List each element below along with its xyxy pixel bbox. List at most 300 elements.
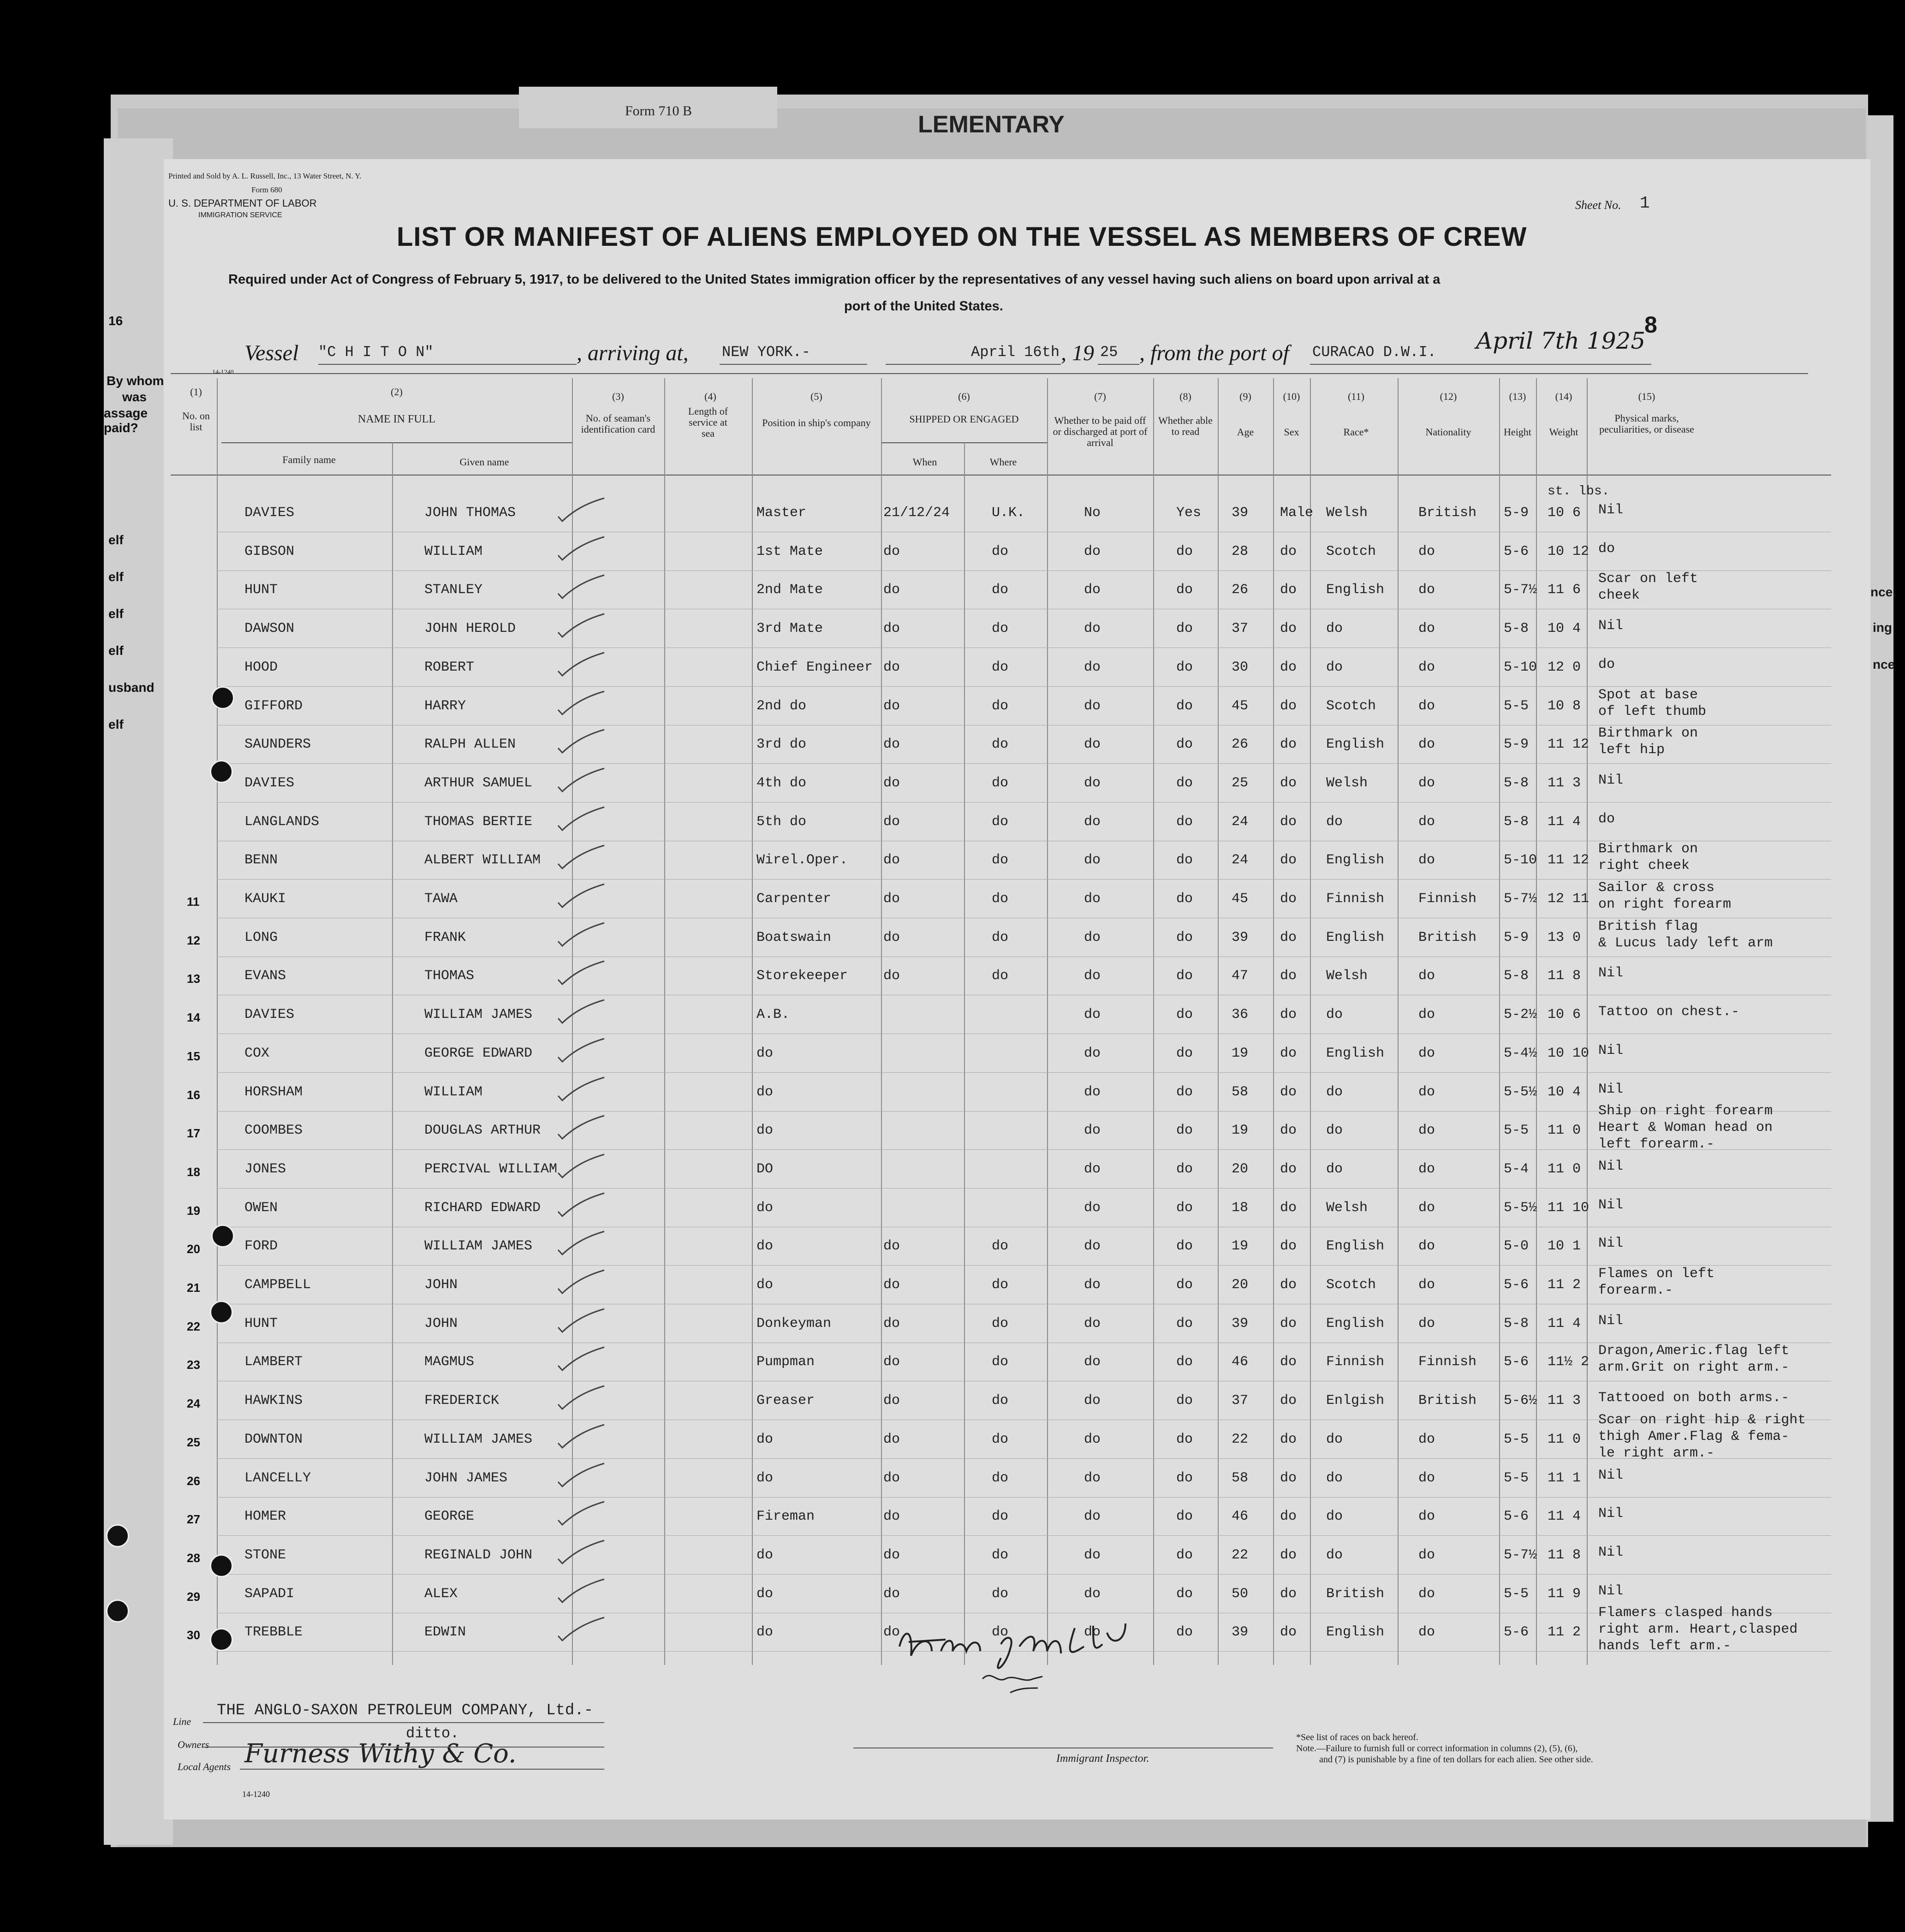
shipped-where: do <box>992 621 1009 637</box>
race: English <box>1326 1045 1385 1061</box>
shipped-where: do <box>992 968 1009 984</box>
paid-off: do <box>1084 1277 1101 1293</box>
nationality: Finnish <box>1418 1354 1477 1370</box>
given-name: ROBERT <box>424 659 475 675</box>
race: do <box>1326 1547 1343 1563</box>
height: 5-6 <box>1504 1354 1529 1370</box>
physical-marks: Ship on right forearm <box>1598 1103 1773 1119</box>
family-name: BENN <box>244 852 278 868</box>
row-number: 11 <box>187 895 200 909</box>
able-to-read: do <box>1176 852 1193 868</box>
nationality: do <box>1418 737 1435 753</box>
printer-line: Printed and Sold by A. L. Russell, Inc., 13 Water Street, N. Y. <box>168 172 362 180</box>
nationality: do <box>1418 1315 1435 1332</box>
nationality: do <box>1418 1586 1435 1602</box>
sex: do <box>1280 659 1297 675</box>
physical-marks: le right arm.- <box>1598 1445 1715 1461</box>
paid-off: do <box>1084 929 1101 945</box>
shipped-where: do <box>992 814 1009 830</box>
weight: 11 4 <box>1548 814 1581 830</box>
position: 3rd do <box>756 737 807 753</box>
family-name: HOMER <box>244 1509 286 1525</box>
nationality: do <box>1418 698 1435 714</box>
nationality: do <box>1418 968 1435 984</box>
physical-marks: arm.Grit on right arm.- <box>1598 1360 1790 1376</box>
col-12-number: (12) <box>1440 391 1457 402</box>
weight: 11 4 <box>1548 1509 1581 1525</box>
sex: do <box>1280 1045 1297 1061</box>
given-name: RICHARD EDWARD <box>424 1200 541 1216</box>
race: English <box>1326 582 1385 598</box>
arrival-port: NEW YORK.- <box>722 344 811 361</box>
able-to-read: Yes <box>1176 505 1202 521</box>
race: do <box>1326 1007 1343 1023</box>
given-name: ALEX <box>424 1586 458 1602</box>
shipped-when: do <box>883 1238 900 1254</box>
weight: 11 9 <box>1548 1586 1581 1602</box>
col-6-label: SHIPPED OR ENGAGED <box>909 413 1019 425</box>
weight: 11 2 <box>1548 1277 1581 1293</box>
row-number: 18 <box>187 1165 200 1179</box>
given-name: JOHN THOMAS <box>424 505 516 521</box>
family-name: HUNT <box>244 1315 278 1332</box>
nationality: do <box>1418 543 1435 559</box>
shipped-where: do <box>992 1354 1009 1370</box>
weight: 11½ 2 <box>1548 1354 1589 1370</box>
shipped-where: do <box>992 1393 1009 1409</box>
row-number: 25 <box>187 1435 200 1449</box>
nationality: British <box>1418 929 1477 945</box>
able-to-read: do <box>1176 1200 1193 1216</box>
height: 5-9 <box>1504 505 1529 521</box>
position: Wirel.Oper. <box>756 852 848 868</box>
able-to-read: do <box>1176 1431 1193 1447</box>
family-name: DAWSON <box>244 621 295 637</box>
family-name: DAVIES <box>244 1007 295 1023</box>
sex: do <box>1280 1624 1297 1641</box>
col-9-label: Age <box>1237 426 1254 438</box>
paid-off: do <box>1084 1586 1101 1602</box>
physical-marks: of left thumb <box>1598 703 1707 719</box>
paid-off: do <box>1084 1123 1101 1139</box>
family-name: TREBBLE <box>244 1624 303 1641</box>
weight: 11 8 <box>1548 1547 1581 1563</box>
given-name: WILLIAM <box>424 1084 483 1100</box>
age: 47 <box>1232 968 1249 984</box>
given-name: FREDERICK <box>424 1393 500 1409</box>
height: 5-6 <box>1504 543 1529 559</box>
age: 50 <box>1232 1586 1249 1602</box>
position: Master <box>756 505 807 521</box>
col-8-label: Whether able to read <box>1158 415 1213 437</box>
col-13-label: Height <box>1504 426 1531 438</box>
col-1-number: (1) <box>190 386 202 398</box>
able-to-read: do <box>1176 737 1193 753</box>
shipped-where: U.K. <box>992 505 1025 521</box>
race: do <box>1326 1123 1343 1139</box>
sex: do <box>1280 968 1297 984</box>
given-name: EDWIN <box>424 1624 466 1641</box>
col-7-number: (7) <box>1094 391 1106 402</box>
family-name: EVANS <box>244 968 286 984</box>
paid-off: do <box>1084 1161 1101 1177</box>
arrival-date: April 16th <box>971 344 1060 361</box>
race: do <box>1326 1431 1343 1447</box>
height: 5-7½ <box>1504 582 1537 598</box>
shipped-when: do <box>883 891 900 907</box>
family-name: HORSHAM <box>244 1084 303 1100</box>
age: 19 <box>1232 1123 1249 1139</box>
race: do <box>1326 1509 1343 1525</box>
family-name: JONES <box>244 1161 286 1177</box>
shipped-when: do <box>883 621 900 637</box>
shipped-where: do <box>992 929 1009 945</box>
race: Welsh <box>1326 1200 1368 1216</box>
weight: 11 2 <box>1548 1624 1581 1641</box>
sex: do <box>1280 775 1297 791</box>
height: 5-7½ <box>1504 1547 1537 1563</box>
under-fragment-right: ing <box>1873 620 1892 635</box>
able-to-read: do <box>1176 929 1193 945</box>
physical-marks: & Lucus lady left arm <box>1598 935 1773 951</box>
given-name: JOHN HEROLD <box>424 621 516 637</box>
height: 5-5½ <box>1504 1084 1537 1100</box>
punch-hole <box>210 1301 233 1324</box>
weight: 10 6 <box>1548 1007 1581 1023</box>
page-title: LIST OR MANIFEST OF ALIENS EMPLOYED ON THE VESSEL AS MEMBERS OF CREW <box>397 222 1527 252</box>
physical-marks: left forearm.- <box>1598 1136 1715 1153</box>
race: British <box>1326 1586 1385 1602</box>
position: Carpenter <box>756 891 832 907</box>
paid-off: do <box>1084 891 1101 907</box>
age: 36 <box>1232 1007 1249 1023</box>
race: Scotch <box>1326 1277 1376 1293</box>
race: English <box>1326 1238 1385 1254</box>
race: English <box>1326 852 1385 868</box>
able-to-read: do <box>1176 1586 1193 1602</box>
family-name: DOWNTON <box>244 1431 303 1447</box>
physical-marks: Nil <box>1598 772 1624 788</box>
height: 5-7½ <box>1504 891 1537 907</box>
nationality: do <box>1418 582 1435 598</box>
shipped-where: do <box>992 1238 1009 1254</box>
col-15-number: (15) <box>1638 391 1655 402</box>
height: 5-6½ <box>1504 1393 1537 1409</box>
able-to-read: do <box>1176 1470 1193 1486</box>
physical-marks: cheek <box>1598 588 1640 604</box>
position: do <box>756 1238 774 1254</box>
given-name: MAGMUS <box>424 1354 475 1370</box>
position: do <box>756 1200 774 1216</box>
physical-marks: Nil <box>1598 1236 1624 1252</box>
paid-off: do <box>1084 582 1101 598</box>
col-10-label: Sex <box>1284 426 1299 438</box>
department-name: U. S. DEPARTMENT OF LABOR <box>168 197 317 209</box>
sex: do <box>1280 1470 1297 1486</box>
able-to-read: do <box>1176 775 1193 791</box>
position: Greaser <box>756 1393 815 1409</box>
sex: do <box>1280 1007 1297 1023</box>
position: 3rd Mate <box>756 621 823 637</box>
weight: 11 0 <box>1548 1431 1581 1447</box>
row-number: 23 <box>187 1358 200 1372</box>
row-number: 27 <box>187 1512 200 1527</box>
sex: do <box>1280 1161 1297 1177</box>
physical-marks: Nil <box>1598 1506 1624 1522</box>
position: do <box>756 1547 774 1563</box>
inspector-label: Immigrant Inspector. <box>1056 1753 1149 1765</box>
sex: do <box>1280 698 1297 714</box>
col-7-label: Whether to be paid off or discharged at port of arrival <box>1053 415 1148 448</box>
shipped-where: do <box>992 891 1009 907</box>
sex: do <box>1280 1200 1297 1216</box>
able-to-read: do <box>1176 1238 1193 1254</box>
race: Welsh <box>1326 505 1368 521</box>
position: 1st Mate <box>756 543 823 559</box>
age: 24 <box>1232 814 1249 830</box>
race: English <box>1326 737 1385 753</box>
age: 46 <box>1232 1509 1249 1525</box>
able-to-read: do <box>1176 968 1193 984</box>
owners-label: Owners <box>178 1739 209 1750</box>
physical-marks: Birthmark on <box>1598 841 1698 857</box>
able-to-read: do <box>1176 621 1193 637</box>
given-name: FRANK <box>424 929 466 945</box>
race: do <box>1326 1161 1343 1177</box>
family-name: KAUKI <box>244 891 286 907</box>
race: English <box>1326 1315 1385 1332</box>
weight: 11 10 <box>1548 1200 1589 1216</box>
sex: do <box>1280 1431 1297 1447</box>
family-name: LAMBERT <box>244 1354 303 1370</box>
height: 5-6 <box>1504 1277 1529 1293</box>
family-name: LANCELLY <box>244 1470 311 1486</box>
col-9-number: (9) <box>1239 391 1251 402</box>
row-number: 19 <box>187 1203 200 1218</box>
position: Pumpman <box>756 1354 815 1370</box>
col-3-label: No. of seaman's identification card <box>581 412 655 435</box>
family-name: GIBSON <box>244 543 295 559</box>
under-fragment: elf <box>108 606 124 621</box>
sex: do <box>1280 1238 1297 1254</box>
paid-off: do <box>1084 1315 1101 1332</box>
form-code: 14-1240 <box>212 369 234 376</box>
family-name: DAVIES <box>244 505 295 521</box>
row-number: 26 <box>187 1474 200 1488</box>
col-2-family-label: Family name <box>282 454 336 465</box>
shipped-where: do <box>992 737 1009 753</box>
row-number: 24 <box>187 1397 200 1411</box>
sex: do <box>1280 582 1297 598</box>
given-name: PERCIVAL WILLIAM <box>424 1161 558 1177</box>
able-to-read: do <box>1176 543 1193 559</box>
shipped-when: do <box>883 814 900 830</box>
under-fragment: usband <box>108 680 155 695</box>
height: 5-9 <box>1504 929 1529 945</box>
shipped-where: do <box>992 1547 1009 1563</box>
shipped-when: do <box>883 659 900 675</box>
age: 18 <box>1232 1200 1249 1216</box>
age: 58 <box>1232 1084 1249 1100</box>
shipped-when: do <box>883 1586 900 1602</box>
under-fragment: elf <box>108 643 124 658</box>
age: 25 <box>1232 775 1249 791</box>
able-to-read: do <box>1176 1161 1193 1177</box>
given-name: DOUGLAS ARTHUR <box>424 1123 541 1139</box>
col-8-number: (8) <box>1179 391 1191 402</box>
physical-marks: do <box>1598 656 1615 672</box>
race: do <box>1326 1470 1343 1486</box>
nationality: do <box>1418 1007 1435 1023</box>
col-6-when-label: When <box>912 456 937 468</box>
given-name: THOMAS BERTIE <box>424 814 533 830</box>
paid-off: do <box>1084 852 1101 868</box>
row-number: 22 <box>187 1319 200 1333</box>
shipped-when: do <box>883 1354 900 1370</box>
physical-marks: Birthmark on <box>1598 725 1698 742</box>
weight: 10 4 <box>1548 621 1581 637</box>
race: English <box>1326 929 1385 945</box>
age: 39 <box>1232 1624 1249 1641</box>
age: 24 <box>1232 852 1249 868</box>
row-number: 29 <box>187 1589 200 1604</box>
under-fragment: elf <box>108 533 124 547</box>
able-to-read: do <box>1176 582 1193 598</box>
able-to-read: do <box>1176 1123 1193 1139</box>
col-5-label: Position in ship's company <box>762 417 871 428</box>
punch-hole <box>106 1524 129 1547</box>
paid-off: do <box>1084 1624 1101 1641</box>
nationality: do <box>1418 1470 1435 1486</box>
family-name: LANGLANDS <box>244 814 320 830</box>
race: Scotch <box>1326 543 1376 559</box>
col-2-number: (2) <box>391 386 403 398</box>
physical-marks: left hip <box>1598 742 1665 758</box>
weight: 10 12 <box>1548 543 1589 559</box>
able-to-read: do <box>1176 1277 1193 1293</box>
height: 5-10 <box>1504 852 1537 868</box>
row-number: 16 <box>187 1088 200 1102</box>
position: do <box>756 1431 774 1447</box>
service-name: IMMIGRATION SERVICE <box>198 211 282 219</box>
age: 26 <box>1232 582 1249 598</box>
shipped-where: do <box>992 543 1009 559</box>
position: 4th do <box>756 775 807 791</box>
sex: do <box>1280 891 1297 907</box>
col-12-label: Nationality <box>1425 426 1471 438</box>
race: Enlgish <box>1326 1393 1385 1409</box>
nationality: do <box>1418 1547 1435 1563</box>
race: do <box>1326 1084 1343 1100</box>
shipped-when: 21/12/24 <box>883 505 950 521</box>
age: 39 <box>1232 929 1249 945</box>
nationality: do <box>1418 775 1435 791</box>
punch-hole <box>106 1599 129 1623</box>
age: 26 <box>1232 737 1249 753</box>
physical-marks: Nil <box>1598 618 1624 634</box>
vessel-name: "C H I T O N" <box>318 344 434 361</box>
under-form-title-fragment: LEMENTARY <box>918 111 1065 138</box>
physical-marks: Dragon,Americ.flag left <box>1598 1343 1790 1359</box>
shipped-where: do <box>992 1624 1009 1641</box>
able-to-read: do <box>1176 814 1193 830</box>
paid-off: do <box>1084 1431 1101 1447</box>
col-14-number: (14) <box>1555 391 1572 402</box>
under-fragment: 16 <box>108 314 123 328</box>
sex: do <box>1280 543 1297 559</box>
under-fragment: By whom <box>107 374 164 388</box>
race: Finnish <box>1326 891 1385 907</box>
nationality: do <box>1418 1624 1435 1641</box>
shipped-when: do <box>883 737 900 753</box>
paid-off: do <box>1084 1547 1101 1563</box>
row-number: 17 <box>187 1126 200 1141</box>
paid-off: do <box>1084 1045 1101 1061</box>
physical-marks: Tattoo on chest.- <box>1598 1004 1740 1020</box>
age: 46 <box>1232 1354 1249 1370</box>
physical-marks: Nil <box>1598 965 1624 981</box>
physical-marks: Scar on left <box>1598 571 1698 587</box>
punch-hole <box>210 1554 233 1577</box>
physical-marks: on right forearm <box>1598 897 1732 912</box>
col-14-label: Weight <box>1549 426 1578 438</box>
height: 5-4 <box>1504 1161 1529 1177</box>
nationality: do <box>1418 659 1435 675</box>
height: 5-8 <box>1504 775 1529 791</box>
shipped-where: do <box>992 1431 1009 1447</box>
agents-label: Local Agents <box>178 1761 231 1772</box>
family-name: COOMBES <box>244 1123 303 1139</box>
row-number: 13 <box>187 972 200 986</box>
under-fragment-right: nce <box>1873 657 1895 672</box>
physical-marks: Nil <box>1598 1042 1624 1058</box>
age: 20 <box>1232 1277 1249 1293</box>
sex: do <box>1280 929 1297 945</box>
weight: 11 1 <box>1548 1470 1581 1486</box>
physical-marks: Nil <box>1598 1544 1624 1560</box>
able-to-read: do <box>1176 1315 1193 1332</box>
weight: 11 8 <box>1548 968 1581 984</box>
shipped-when: do <box>883 543 900 559</box>
shipped-when: do <box>883 1277 900 1293</box>
shipped-where: do <box>992 659 1009 675</box>
nationality: do <box>1418 1161 1435 1177</box>
given-name: JOHN JAMES <box>424 1470 508 1486</box>
year-prefix: , 19 <box>1061 341 1094 365</box>
row-number: 30 <box>187 1628 200 1642</box>
paid-off: do <box>1084 1200 1101 1216</box>
punch-hole <box>211 686 234 709</box>
height: 5-10 <box>1504 659 1537 675</box>
nationality: do <box>1418 621 1435 637</box>
paid-off: do <box>1084 1354 1101 1370</box>
family-name: HUNT <box>244 582 278 598</box>
height: 5-9 <box>1504 737 1529 753</box>
physical-marks: right cheek <box>1598 858 1690 874</box>
physical-marks: Nil <box>1598 502 1624 518</box>
shipped-when: do <box>883 1547 900 1563</box>
shipped-where: do <box>992 1509 1009 1525</box>
col-4-label: Length of service at sea <box>688 405 728 439</box>
position: do <box>756 1084 774 1100</box>
family-name: STONE <box>244 1547 286 1563</box>
age: 37 <box>1232 621 1249 637</box>
height: 5-0 <box>1504 1238 1529 1254</box>
row-number: 14 <box>187 1011 200 1025</box>
height: 5-8 <box>1504 968 1529 984</box>
height: 5-8 <box>1504 1315 1529 1332</box>
shipped-when: do <box>883 1431 900 1447</box>
